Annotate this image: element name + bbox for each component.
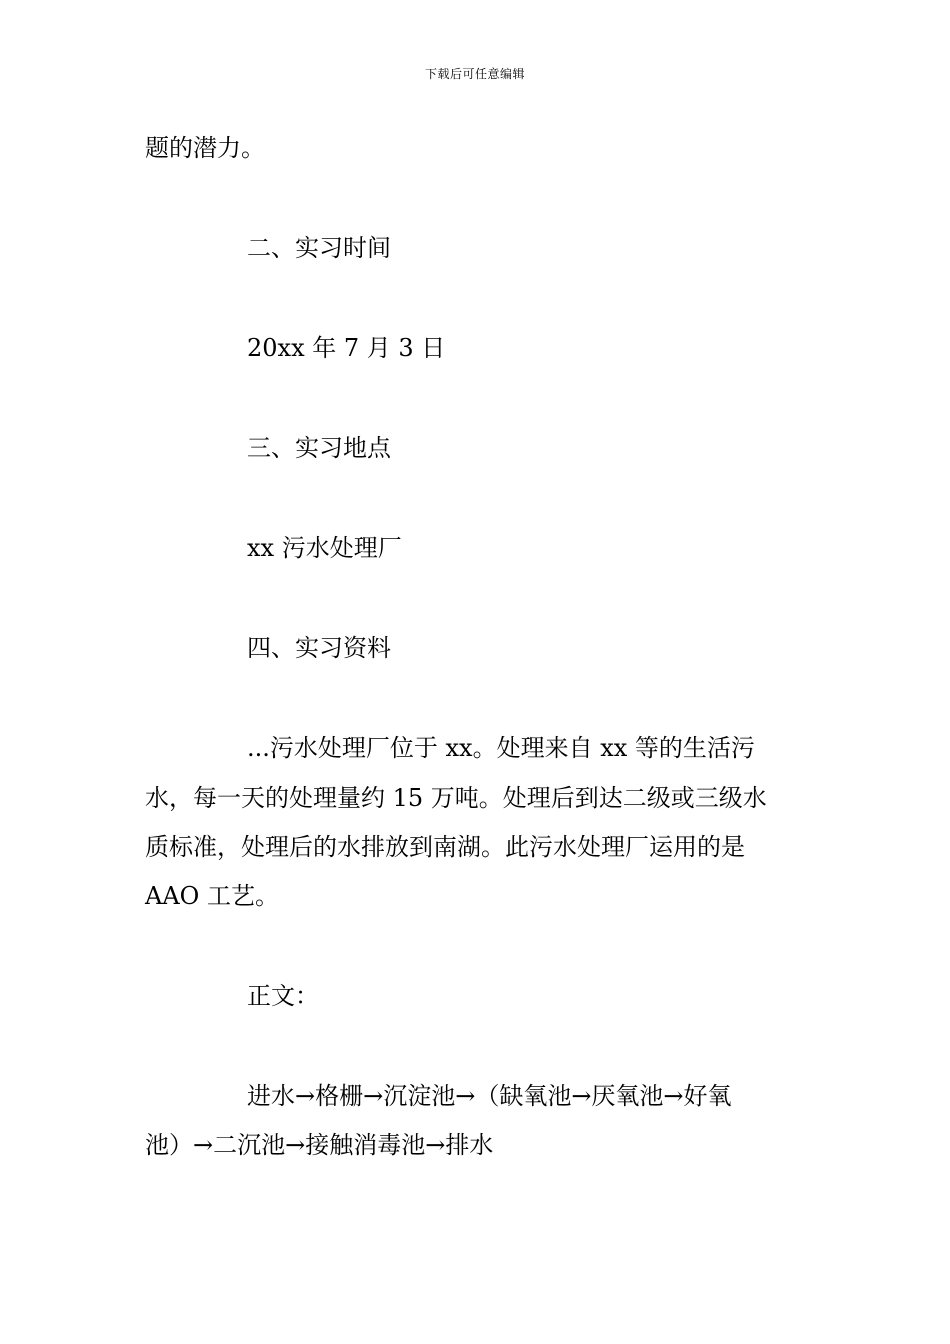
main-text-label: 正文： [247,982,319,1010]
paragraph-line: ...污水处理厂位于 xx。处理来自 xx 等的生活污 [247,734,755,762]
section-heading-time: 二、实习时间 [247,234,391,262]
process-flow-line: 池）→二沉池→接触消毒池→排水 [145,1131,494,1159]
internship-date: 20xx 年 7 月 3 日 [247,334,446,362]
paragraph-line: 水，每一天的处理量约 15 万吨。处理后到达二级或三级水 [145,784,767,812]
internship-location: xx 污水处理厂 [247,534,402,562]
page-header-note: 下载后可任意编辑 [424,67,525,81]
process-flow-line: 进水→格栅→沉淀池→（缺氧池→厌氧池→好氧 [247,1082,732,1110]
section-heading-location: 三、实习地点 [247,434,391,462]
paragraph-line: AAO 工艺。 [145,882,279,910]
paragraph-line: 质标准，处理后的水排放到南湖。此污水处理厂运用的是 [145,833,745,861]
continuation-text: 题的潜力。 [145,134,265,162]
section-heading-materials: 四、实习资料 [247,634,391,662]
